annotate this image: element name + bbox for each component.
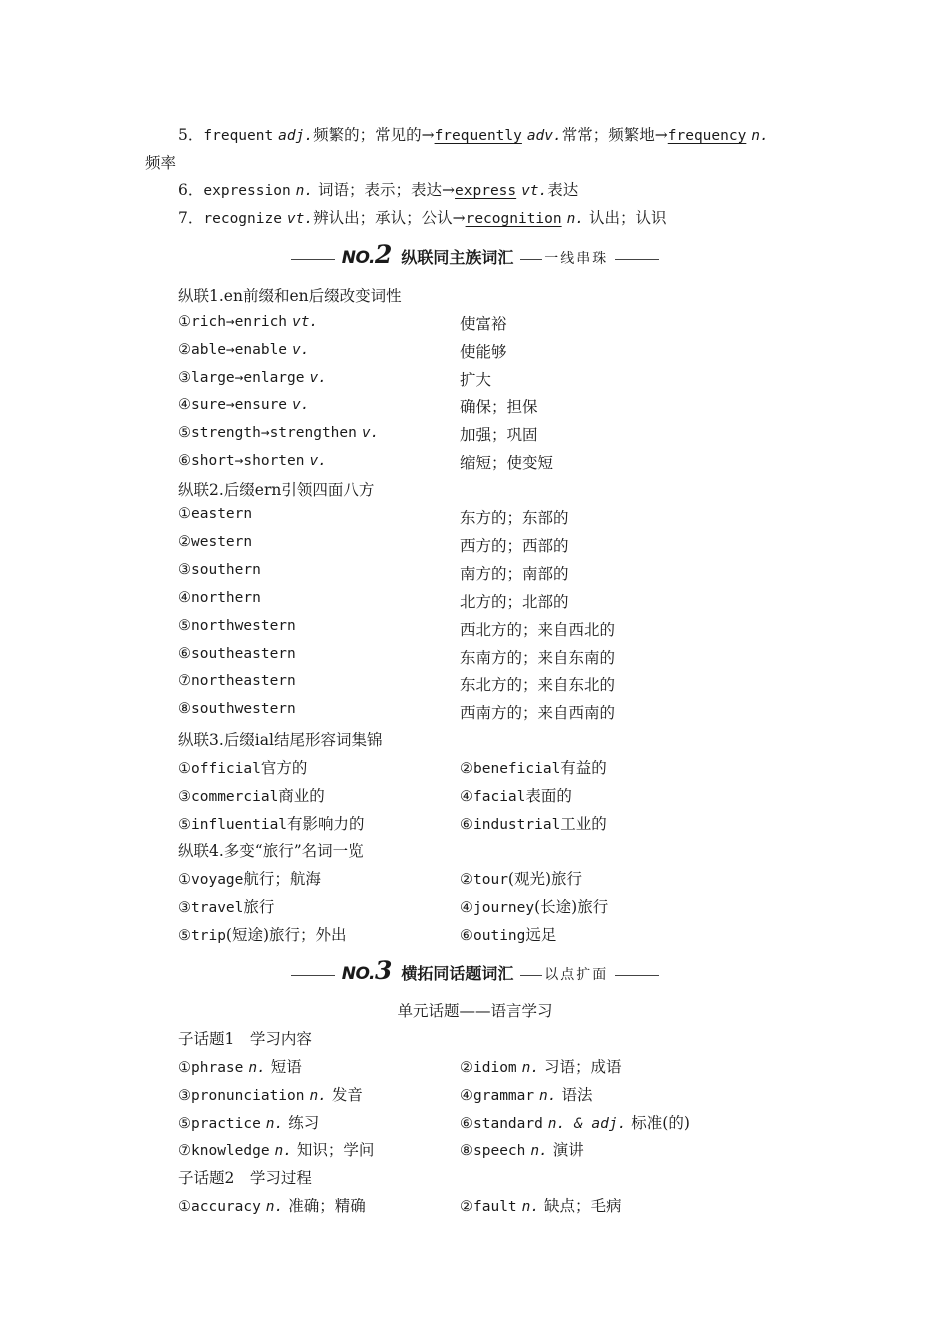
part-of-speech: adj. xyxy=(278,128,314,144)
subtopic-title: 子话题2 学习过程 xyxy=(178,1169,312,1187)
list-item xyxy=(0,646,950,670)
heading-number: 2 xyxy=(374,240,393,269)
part-of-speech: vt. xyxy=(291,314,319,330)
entry-left xyxy=(178,1138,374,1160)
entry-left xyxy=(178,784,325,806)
headword: ④northern xyxy=(178,589,261,606)
entry-left xyxy=(178,867,321,889)
entry-left xyxy=(178,1111,319,1133)
meaning: 表达 xyxy=(547,181,579,199)
meaning: 航行；航海 xyxy=(243,870,321,888)
meaning: 使富裕 xyxy=(460,315,507,333)
item-number: 6． xyxy=(178,181,204,199)
item-number: 7． xyxy=(178,209,204,227)
word-cell xyxy=(178,340,309,358)
meaning: 加强；巩固 xyxy=(460,426,538,445)
group-title: 纵联3.后缀ial结尾形容词集锦 xyxy=(178,731,383,749)
list-item xyxy=(0,312,950,336)
headword: ②beneficial xyxy=(460,761,561,777)
entry-left xyxy=(178,895,274,917)
list-item xyxy=(0,1055,950,1079)
heading-number: 3 xyxy=(374,956,393,985)
meaning: 西南方的；来自西南的 xyxy=(460,704,616,723)
meaning: 使能够 xyxy=(460,342,507,361)
meaning: 西北方的；来自西北的 xyxy=(460,620,616,639)
heading-rule xyxy=(615,975,659,976)
entry-right xyxy=(460,1055,622,1077)
meaning: 练习 xyxy=(288,1113,320,1132)
meaning: 东方的；东部的 xyxy=(460,509,569,527)
entry-left xyxy=(178,1083,363,1105)
meaning: 有益的 xyxy=(560,759,607,777)
part-of-speech: adv. xyxy=(526,128,562,144)
part-of-speech: n. xyxy=(265,1199,284,1215)
meaning: 旅行 xyxy=(243,897,275,916)
entry-left xyxy=(178,1055,302,1077)
list-item xyxy=(0,423,950,447)
list-item xyxy=(0,368,950,392)
heading-rule xyxy=(615,259,659,260)
headword: ⑥standard xyxy=(460,1115,543,1132)
meaning: 扩大 xyxy=(460,370,492,389)
list-item xyxy=(0,701,950,725)
list-item xyxy=(0,395,950,419)
list-item xyxy=(0,562,950,586)
headword: expression xyxy=(203,183,291,199)
meaning: 缺点；毛病 xyxy=(544,1197,622,1215)
headword: ⑥short→shorten xyxy=(178,453,305,469)
list-item xyxy=(0,1083,950,1107)
meaning: 确保；担保 xyxy=(460,398,538,417)
headword: ⑧southwestern xyxy=(178,701,296,718)
list-item xyxy=(0,451,950,475)
meaning: 北方的；北部的 xyxy=(460,592,569,611)
entry-right xyxy=(460,867,582,889)
headword: ③pronunciation xyxy=(178,1087,305,1104)
item-number: 5． xyxy=(178,126,204,144)
list-item xyxy=(0,590,950,614)
list-item xyxy=(0,1194,950,1218)
headword: ④grammar xyxy=(460,1087,535,1104)
headword: ⑦knowledge xyxy=(178,1143,270,1160)
meaning: 标准(的) xyxy=(631,1113,690,1132)
meaning: 缩短；使变短 xyxy=(460,454,554,472)
headword: ⑥southeastern xyxy=(178,645,296,662)
headword: recognize xyxy=(203,211,282,227)
headword: ④sure→ensure xyxy=(178,397,288,414)
word-cell xyxy=(178,312,318,330)
meaning: 准确；精确 xyxy=(288,1197,366,1215)
part-of-speech: v. xyxy=(361,425,380,442)
headword: ⑤influential xyxy=(178,816,288,833)
entry-right xyxy=(460,756,607,778)
vocab-item-5-wrap: 频率 xyxy=(145,154,177,172)
list-item xyxy=(0,340,950,364)
part-of-speech: n. & adj. xyxy=(547,1115,627,1132)
headword: ①eastern xyxy=(178,506,253,522)
heading-no: NO. xyxy=(341,248,375,268)
subtopic-title: 子话题1 学习内容 xyxy=(178,1030,312,1048)
meaning: 知识；学问 xyxy=(296,1141,375,1160)
meaning: 演讲 xyxy=(552,1141,584,1160)
headword: ④journey xyxy=(460,899,535,916)
part-of-speech: n. xyxy=(265,1115,284,1132)
list-item xyxy=(0,812,950,836)
entry-right xyxy=(460,1083,592,1105)
entry-right xyxy=(460,1194,622,1216)
meaning: 词语；表示；表达→ xyxy=(318,181,456,199)
meaning: 认出；认识 xyxy=(588,209,667,227)
meaning: 官方的 xyxy=(260,759,308,777)
derived-word: frequency xyxy=(667,128,747,144)
entry-right xyxy=(460,923,556,945)
heading-subtitle: 以点扩面 xyxy=(544,967,609,983)
list-item xyxy=(0,618,950,642)
meaning: (短途)旅行；外出 xyxy=(225,925,347,944)
entry-left xyxy=(178,756,307,778)
part-of-speech: n. xyxy=(295,183,314,199)
headword: ⑥outing xyxy=(460,927,526,944)
meaning: 习语；成语 xyxy=(544,1058,622,1076)
part-of-speech: v. xyxy=(309,369,327,386)
headword: ⑦northeastern xyxy=(178,673,296,690)
part-of-speech: v. xyxy=(309,453,327,469)
section-heading-2 xyxy=(0,240,950,269)
headword: ①accuracy xyxy=(178,1199,261,1215)
heading-rule xyxy=(291,259,335,260)
entry-right xyxy=(460,895,608,917)
vocab-item-5 xyxy=(178,123,769,145)
meaning: 东南方的；来自东南的 xyxy=(460,648,616,667)
headword: ③large→enlarge xyxy=(178,369,305,386)
word-cell xyxy=(178,368,327,386)
word-cell xyxy=(178,395,309,413)
list-item xyxy=(0,534,950,558)
vocab-item-7 xyxy=(178,206,666,228)
heading-title: 纵联同主族词汇 xyxy=(401,248,514,267)
headword: ②fault xyxy=(460,1199,517,1215)
part-of-speech: n. xyxy=(248,1060,266,1076)
headword: frequent xyxy=(203,128,274,144)
meaning: 远足 xyxy=(525,925,557,944)
part-of-speech: n. xyxy=(530,1143,548,1160)
list-item xyxy=(0,756,950,780)
meaning: 语法 xyxy=(561,1085,593,1104)
group-title: 纵联1.en前缀和en后缀改变词性 xyxy=(178,287,402,305)
headword: ①voyage xyxy=(178,872,244,888)
entry-right xyxy=(460,812,607,834)
meaning: 工业的 xyxy=(560,814,607,833)
heading-subtitle: 一线串珠 xyxy=(544,251,609,267)
headword: ①phrase xyxy=(178,1060,244,1076)
meaning: 东北方的；来自东北的 xyxy=(460,676,616,695)
headword: ③travel xyxy=(178,899,244,916)
meaning: 有影响力的 xyxy=(287,814,365,833)
headword: ①rich→enrich xyxy=(178,314,288,330)
list-item xyxy=(0,1111,950,1135)
entry-right xyxy=(460,784,572,806)
meaning: (长途)旅行 xyxy=(534,897,609,916)
derived-word: recognition xyxy=(465,211,562,227)
heading-no: NO. xyxy=(341,964,375,984)
list-item xyxy=(0,673,950,697)
derived-word: express xyxy=(455,183,517,199)
heading-title: 横拓同话题词汇 xyxy=(401,964,514,983)
meaning: 商业的 xyxy=(278,786,325,805)
meaning: 发音 xyxy=(331,1085,363,1104)
group-title: 纵联2.后缀ern引领四面八方 xyxy=(178,481,375,499)
heading-rule xyxy=(520,975,542,976)
list-item xyxy=(0,784,950,808)
part-of-speech: vt. xyxy=(521,183,548,199)
section-heading-3 xyxy=(0,956,950,985)
part-of-speech: n. xyxy=(521,1060,540,1076)
part-of-speech: vt. xyxy=(286,211,314,227)
headword: ⑧speech xyxy=(460,1143,526,1160)
headword: ⑥industrial xyxy=(460,816,561,833)
heading-rule xyxy=(520,259,542,260)
part-of-speech: n. xyxy=(751,128,769,144)
headword: ③commercial xyxy=(178,788,279,805)
headword: ⑤northwestern xyxy=(178,617,296,634)
meaning: (观光)旅行 xyxy=(507,870,583,888)
part-of-speech: n. xyxy=(539,1087,557,1104)
heading-rule xyxy=(291,975,335,976)
meaning: 短语 xyxy=(270,1058,302,1076)
entry-left xyxy=(178,812,365,834)
part-of-speech: n. xyxy=(309,1087,327,1104)
headword: ①official xyxy=(178,761,261,777)
headword: ②western xyxy=(178,533,253,550)
vocab-item-6 xyxy=(178,178,578,200)
headword: ②tour xyxy=(460,872,508,888)
unit-topic: 单元话题——语言学习 xyxy=(397,1002,553,1020)
part-of-speech: n. xyxy=(566,211,585,227)
headword: ④facial xyxy=(460,788,526,805)
headword: ②idiom xyxy=(460,1060,517,1076)
entry-left xyxy=(178,1194,366,1216)
meaning: 常常；频繁地→ xyxy=(561,126,668,144)
derived-word: frequently xyxy=(434,128,522,144)
list-item xyxy=(0,923,950,947)
group-title: 纵联4.多变“旅行”名词一览 xyxy=(178,842,364,860)
headword: ③southern xyxy=(178,561,261,578)
list-item xyxy=(0,895,950,919)
part-of-speech: n. xyxy=(274,1143,292,1160)
entry-right xyxy=(460,1138,584,1160)
headword: ②able→enable xyxy=(178,341,288,358)
meaning: 南方的；南部的 xyxy=(460,564,569,583)
entry-left xyxy=(178,923,347,945)
part-of-speech: v. xyxy=(291,397,310,414)
list-item xyxy=(0,867,950,891)
entry-right xyxy=(460,1111,690,1133)
word-cell xyxy=(178,451,327,469)
part-of-speech: v. xyxy=(291,341,310,358)
meaning: 辨认出；承认；公认→ xyxy=(313,209,466,227)
headword: ⑤strength→strengthen xyxy=(178,425,357,442)
meaning: 频繁的；常见的→ xyxy=(313,126,435,144)
word-cell xyxy=(178,423,379,441)
part-of-speech: n. xyxy=(521,1199,540,1215)
headword: ⑤practice xyxy=(178,1115,261,1132)
list-item xyxy=(0,506,950,530)
list-item xyxy=(0,1138,950,1162)
meaning: 西方的；西部的 xyxy=(460,536,569,555)
meaning: 表面的 xyxy=(525,786,572,805)
headword: ⑤trip xyxy=(178,927,226,944)
